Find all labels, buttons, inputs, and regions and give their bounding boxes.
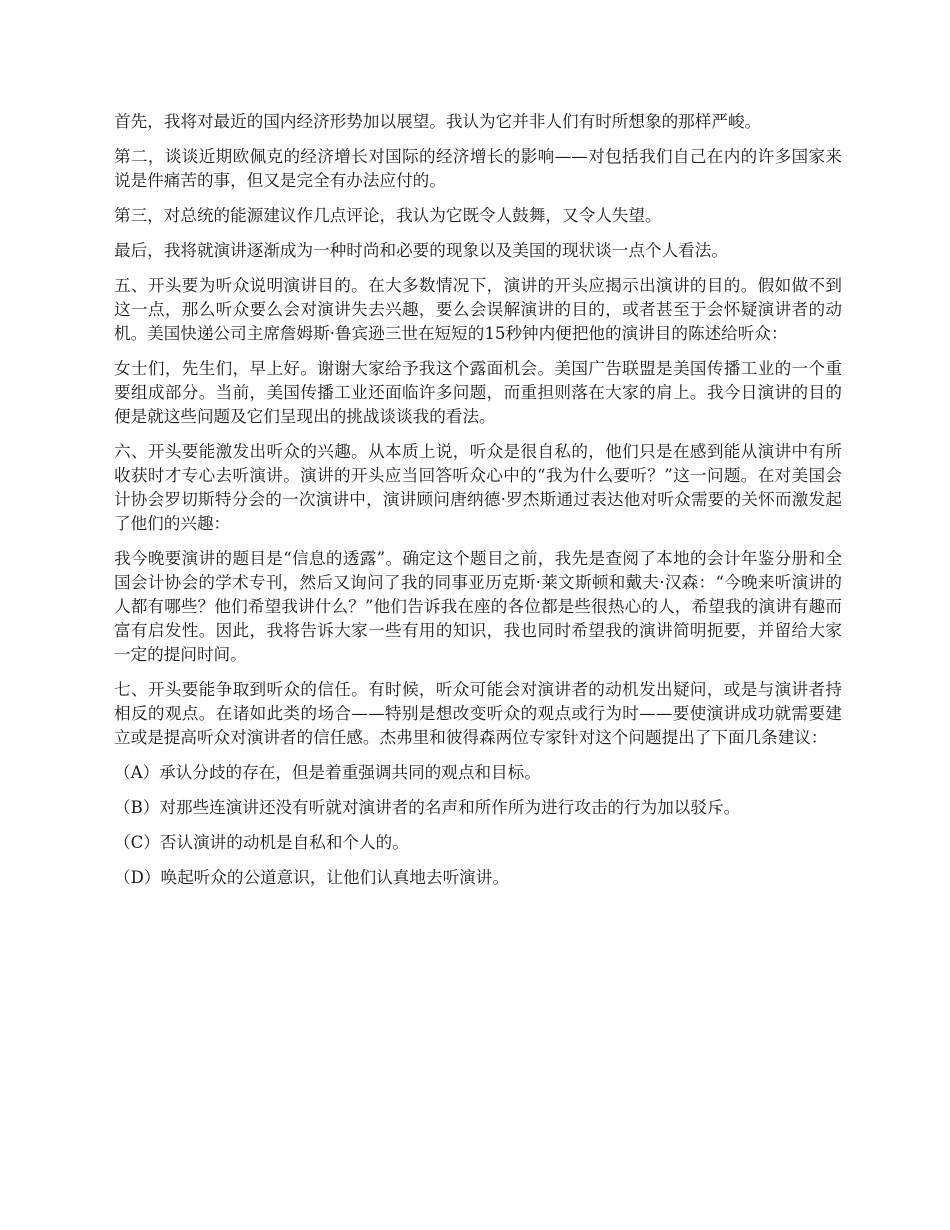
- list-item-a: （A）承认分歧的存在，但是着重强调共同的观点和目标。: [114, 763, 541, 782]
- paragraph-section-six: 六、开头要能激发出听众的兴趣。从本质上说，听众是很自私的，他们只是在感到能从演讲中有所收获时才专心去听演讲。演讲的开头应当回答听众心中的“我为什么要听？”这一问题。在对美国会计协会罗切斯特分会的一次演讲中，演讲顾问唐纳德·罗杰斯通过表达他对听众需要的关怀而激发起了他们的兴趣：: [114, 442, 842, 533]
- paragraph-third-point: 第三，对总统的能源建议作几点评论，我认为它既令人鼓舞，又令人失望。: [114, 206, 662, 225]
- paragraph-quote-rogers: 我今晚要演讲的题目是“信息的透露”。确定这个题目之前，我先是查阅了本地的会计年鉴分册和全国会计协会的学术专刊，然后又询问了我的同事亚历克斯·莱文斯顿和戴夫·汉森：“今晚来听演讲的人都有哪些？他们希望我讲什么？”他们告诉我在座的各位都是些很热心的人，希望我的演讲有趣而富有启发性。因此，我将告诉大家一些有用的知识，我也同时希望我的演讲简明扼要，并留给大家一定的提问时间。: [114, 549, 842, 664]
- list-item-c: （C）否认演讲的动机是自私和个人的。: [114, 833, 409, 852]
- paragraph-section-five: 五、开头要为听众说明演讲目的。在大多数情况下，演讲的开头应揭示出演讲的目的。假如做不到这一点，那么听众要么会对演讲失去兴趣，要么会误解演讲的目的，或者甚至于会怀疑演讲者的动机。美国快递公司主席詹姆斯·鲁宾逊三世在短短的15秒钟内便把他的演讲目的陈述给听众：: [114, 276, 842, 343]
- paragraph-second-point: 第二，谈谈近期欧佩克的经济增长对国际的经济增长的影响——对包括我们自己在内的许多国家来说是件痛苦的事，但又是完全有办法应付的。: [114, 147, 842, 190]
- list-item-d: （D）唤起听众的公道意识，让他们认真地去听演讲。: [114, 868, 509, 887]
- paragraph-first-point: 首先，我将对最近的国内经济形势加以展望。我认为它并非人们有时所想象的那样严峻。: [114, 112, 762, 131]
- document-body: [114, 110, 842, 901]
- list-item-b: （B）对那些连演讲还没有听就对演讲者的名声和所作所为进行攻击的行为加以驳斥。: [114, 798, 741, 817]
- paragraph-quote-robinson: 女士们，先生们，早上好。谢谢大家给予我这个露面机会。美国广告联盟是美国传播工业的一个重要组成部分。当前，美国传播工业还面临许多问题，而重担则落在大家的肩上。我今日演讲的目的便是就这些问题及它们呈现出的挑战谈谈我的看法。: [114, 359, 842, 426]
- paragraph-section-seven: 七、开头要能争取到听众的信任。有时候，听众可能会对演讲者的动机发出疑问，或是与演讲者持相反的观点。在诸如此类的场合——特别是想改变听众的观点或行为时——要使演讲成功就需要建立或是提高听众对演讲者的信任感。杰弗里和彼得森两位专家针对这个问题提出了下面几条建议：: [114, 680, 842, 747]
- paragraph-last-point: 最后，我将就演讲逐渐成为一种时尚和必要的现象以及美国的现状谈一点个人看法。: [114, 241, 728, 260]
